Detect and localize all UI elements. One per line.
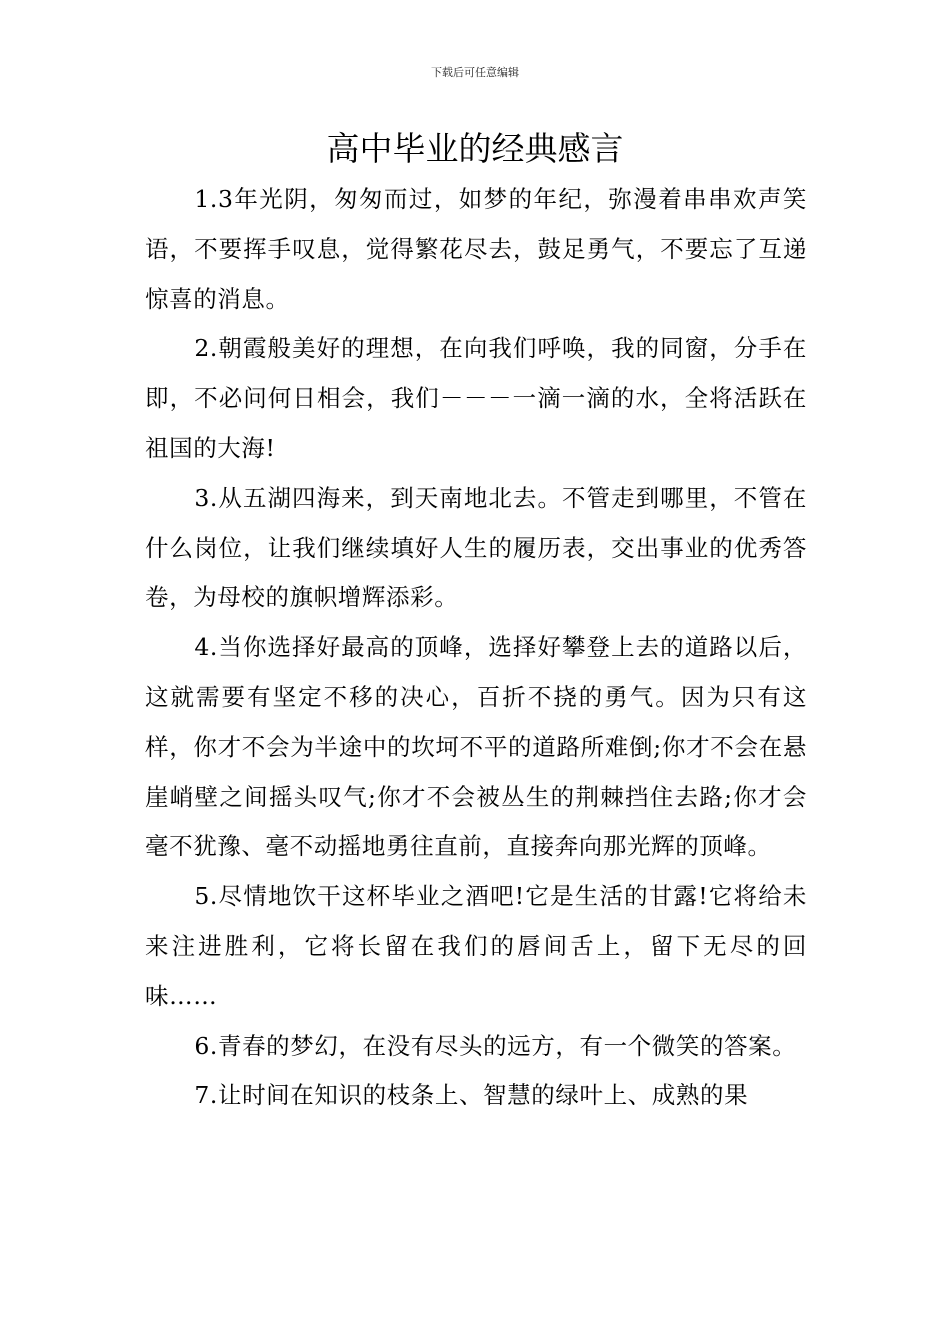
page-header-note: 下载后可任意编辑 xyxy=(431,66,519,79)
paragraph-5: 5.尽情地饮干这杯毕业之酒吧!它是生活的甘露!它将给未来注进胜利，它将长留在我们的唇间舌上，留下无尽的回味…… xyxy=(145,882,807,1010)
paragraph-6: 6.青春的梦幻，在没有尽头的远方，有一个微笑的答案。 xyxy=(194,1031,797,1060)
document-body xyxy=(145,175,807,1121)
paragraph-3: 3.从五湖四海来，到天南地北去。不管走到哪里，不管在什么岗位，让我们继续填好人生的履历表，交出事业的优秀答卷，为母校的旗帜增辉添彩。 xyxy=(145,483,807,612)
page-title: 高中毕业的经典感言 xyxy=(326,129,624,168)
paragraph-1: 1.3年光阴，匆匆而过，如梦的年纪，弥漫着串串欢声笑语，不要挥手叹息，觉得繁花尽去，鼓足勇气，不要忘了互递惊喜的消息。 xyxy=(145,185,807,313)
paragraph-7: 7.让时间在知识的枝条上、智慧的绿叶上、成熟的果 xyxy=(194,1081,749,1110)
paragraph-2: 2.朝霞般美好的理想，在向我们呼唤，我的同窗，分手在即，不必问何日相会，我们－－－一滴一滴的水，全将活跃在祖国的大海! xyxy=(145,334,807,462)
paragraph-4: 4.当你选择好最高的顶峰，选择好攀登上去的道路以后，这就需要有坚定不移的决心，百折不挠的勇气。因为只有这样，你才不会为半途中的坎坷不平的道路所难倒;你才不会在悬崖峭壁之间摇头叹气;你才不会被丛生的荆棘挡住去路;你才会毫不犹豫、毫不动摇地勇往直前，直接奔向那光辉的顶峰。 xyxy=(145,633,807,861)
